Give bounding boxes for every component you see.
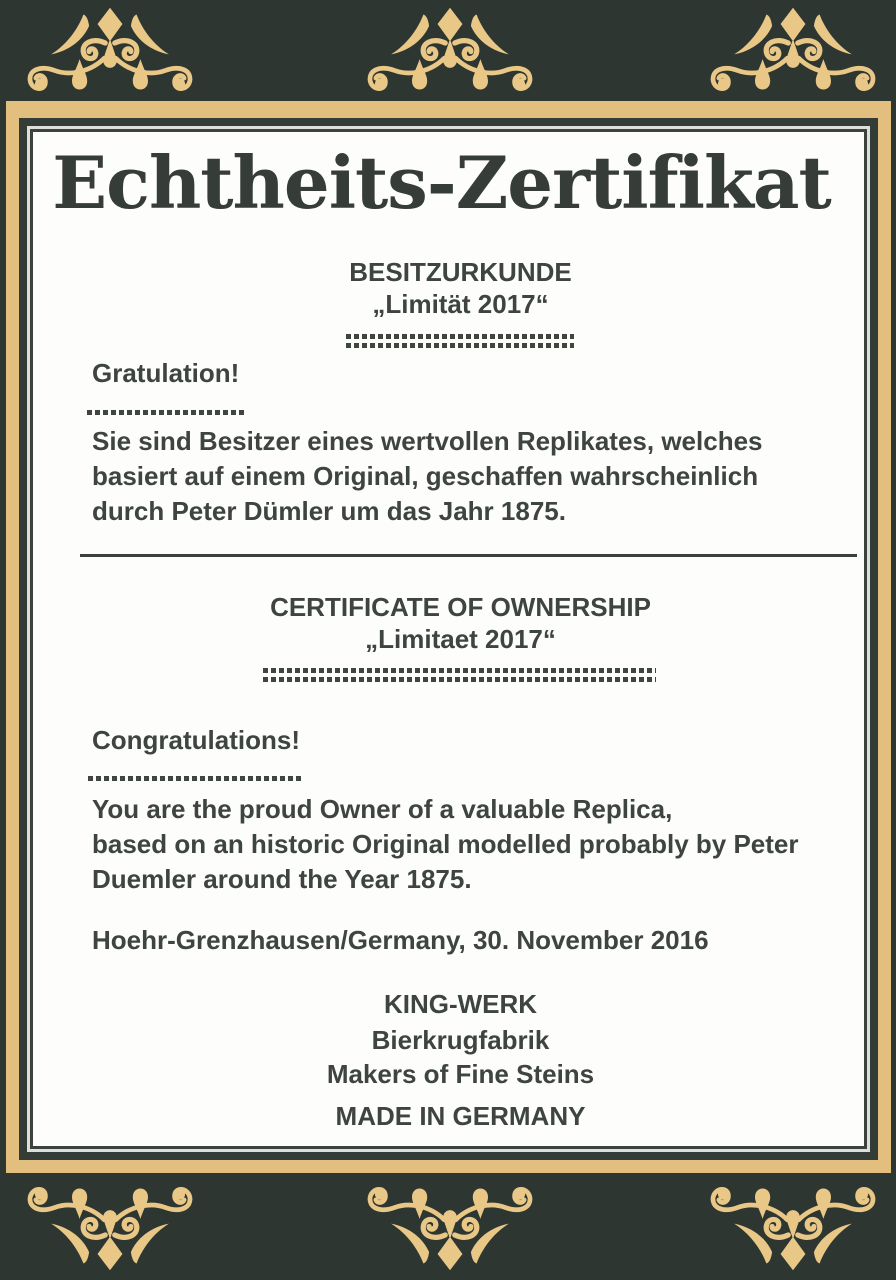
english-body-line: based on an historic Original modelled probably by Peter: [92, 829, 799, 859]
gold-border-frame: [6, 101, 891, 1173]
company-tagline: Makers of Fine Steins: [326, 1059, 595, 1089]
german-heading: BESITZURKUNDE: [349, 257, 572, 287]
dotted-separator: [346, 334, 574, 348]
place-and-date-line: Hoehr-Grenzhausen/Germany, 30. November 2016: [92, 925, 709, 955]
german-subheading: „Limität 2017“: [372, 289, 549, 319]
certificate-body: [33, 132, 864, 1146]
german-body-line: durch Peter Dümler um das Jahr 1875.: [92, 496, 566, 526]
certificate-title: Echtheits-Zertifikat: [52, 140, 831, 225]
german-body-line: Sie sind Besitzer eines wertvollen Replikates, welches: [92, 426, 763, 456]
dotted-separator: [88, 776, 303, 781]
flourish-icon: [698, 1178, 888, 1273]
english-body-line: You are the proud Owner of a valuable Replica,: [92, 794, 673, 824]
company-name: KING-WERK: [383, 989, 538, 1019]
inner-thin-frame: [30, 129, 867, 1149]
english-body-paragraph: [92, 792, 798, 897]
dotted-separator: [87, 410, 245, 415]
english-salutation: Congratulations!: [92, 725, 300, 755]
dark-border-frame: [19, 118, 878, 1160]
english-subheading: „Limitaet 2017“: [365, 624, 556, 654]
english-heading: CERTIFICATE OF OWNERSHIP: [270, 592, 651, 622]
flourish-icon: [355, 1178, 545, 1273]
company-subtitle: Bierkrugfabrik: [371, 1025, 550, 1055]
english-body-line: Duemler around the Year 1875.: [92, 864, 472, 894]
german-body-line: basiert auf einem Original, geschaffen wahrscheinlich: [92, 461, 759, 491]
inner-light-frame: [27, 126, 870, 1152]
flourish-icon: [15, 1178, 205, 1273]
horizontal-divider: [80, 554, 857, 557]
german-salutation: Gratulation!: [92, 358, 240, 388]
flourish-icon: [698, 5, 888, 100]
made-in-germany-label: MADE IN GERMANY: [335, 1101, 586, 1131]
german-body-paragraph: [92, 424, 763, 529]
flourish-icon: [355, 5, 545, 100]
flourish-icon: [15, 5, 205, 100]
dotted-separator: [263, 668, 656, 682]
